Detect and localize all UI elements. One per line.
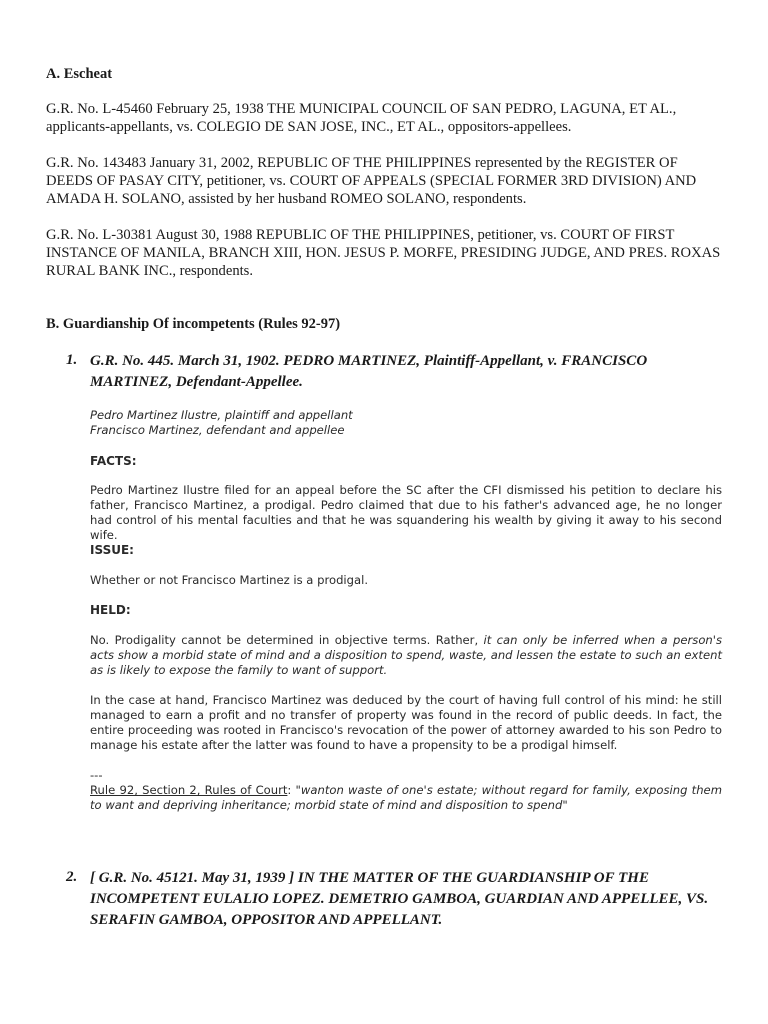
held-paragraph-2: In the case at hand, Francisco Martinez was deduced by the court of having full control of his mind: he still managed to earn a profit and no transfer of property was found in the record of public deeds. In fact, the entire proceeding was rooted in Francisco's revocation of the power of attorney awarded to his son Pedro to manage his estate after the latter was found to have a propensity to be a prodigal himself. bbox=[90, 693, 722, 752]
held-label: HELD: bbox=[90, 603, 131, 617]
section-b-heading: B. Guardianship Of incompetents (Rules 92-97) bbox=[46, 316, 341, 332]
case-1-party-defendant: Francisco Martinez, defendant and appellee bbox=[90, 423, 345, 437]
rule-colon: : bbox=[287, 783, 296, 797]
rule-reference-paragraph bbox=[90, 783, 722, 813]
section-a-heading: A. Escheat bbox=[46, 66, 113, 82]
issue-label: ISSUE: bbox=[90, 543, 134, 557]
issue-text: Whether or not Francisco Martinez is a prodigal. bbox=[90, 573, 369, 587]
separator-text: --- bbox=[90, 768, 103, 782]
rule-quote: "wanton waste of one's estate; without regard for family, exposing them to want and depriving inheritance; morbid state of mind and disposition to spend" bbox=[90, 783, 722, 812]
facts-label: FACTS: bbox=[90, 454, 137, 468]
escheat-case-2: G.R. No. 143483 January 31, 2002, REPUBLIC OF THE PHILIPPINES represented by the REGISTER OF DEEDS OF PASAY CITY, petitioner, vs. COURT OF APPEALS (SPECIAL FORMER 3RD DIVISION) AND AMADA H. SOLANO, assisted by her husband ROMEO SOLANO, respondents. bbox=[46, 155, 697, 207]
held-text-plain: No. Prodigality cannot be determined in objective terms. Rather, bbox=[90, 633, 484, 647]
held-text-italic: it can only be inferred when a person's acts show a morbid state of mind and a disposition to spend, waste, and lessen the estate to such an extent as is likely to expose the family to want of support. bbox=[90, 633, 722, 677]
rule-reference-link[interactable]: Rule 92, Section 2, Rules of Court bbox=[90, 783, 288, 797]
escheat-case-1: G.R. No. L-45460 February 25, 1938 THE MUNICIPAL COUNCIL OF SAN PEDRO, LAGUNA, ET AL., applicants-appellants, vs. COLEGIO DE SAN JOSE, INC., ET AL., oppositors-appellees. bbox=[46, 101, 677, 135]
facts-text: Pedro Martinez Ilustre filed for an appeal before the SC after the CFI dismissed his petition to declare his father, Francisco Martinez, a prodigal. Pedro claimed that due to his father's advanced age, he no longer had control of his mental faculties and that he was squandering his wealth by giving it away to his second wife. bbox=[90, 483, 722, 542]
case-2-number: 2. bbox=[66, 869, 78, 885]
held-paragraph-1 bbox=[90, 633, 722, 678]
case-1-number: 1. bbox=[66, 352, 78, 368]
case-1-party-plaintiff: Pedro Martinez Ilustre, plaintiff and appellant bbox=[90, 408, 353, 422]
case-1-caption: G.R. No. 445. March 31, 1902. PEDRO MARTINEZ, Plaintiff-Appellant, v. FRANCISCO MARTINEZ, Defendant-Appellee. bbox=[90, 353, 648, 390]
case-2-caption: [ G.R. No. 45121. May 31, 1939 ] IN THE MATTER OF THE GUARDIANSHIP OF THE INCOMPETENT EULALIO LOPEZ. DEMETRIO GAMBOA, GUARDIAN AND APPELLEE, VS. SERAFIN GAMBOA, OPPOSITOR AND APPELLANT. bbox=[90, 870, 709, 928]
escheat-case-3: G.R. No. L-30381 August 30, 1988 REPUBLIC OF THE PHILIPPINES, petitioner, vs. COURT OF FIRST INSTANCE OF MANILA, BRANCH XIII, HON. JESUS P. MORFE, PRESIDING JUDGE, AND PRES. ROXAS RURAL BANK INC., respondents. bbox=[46, 227, 721, 279]
